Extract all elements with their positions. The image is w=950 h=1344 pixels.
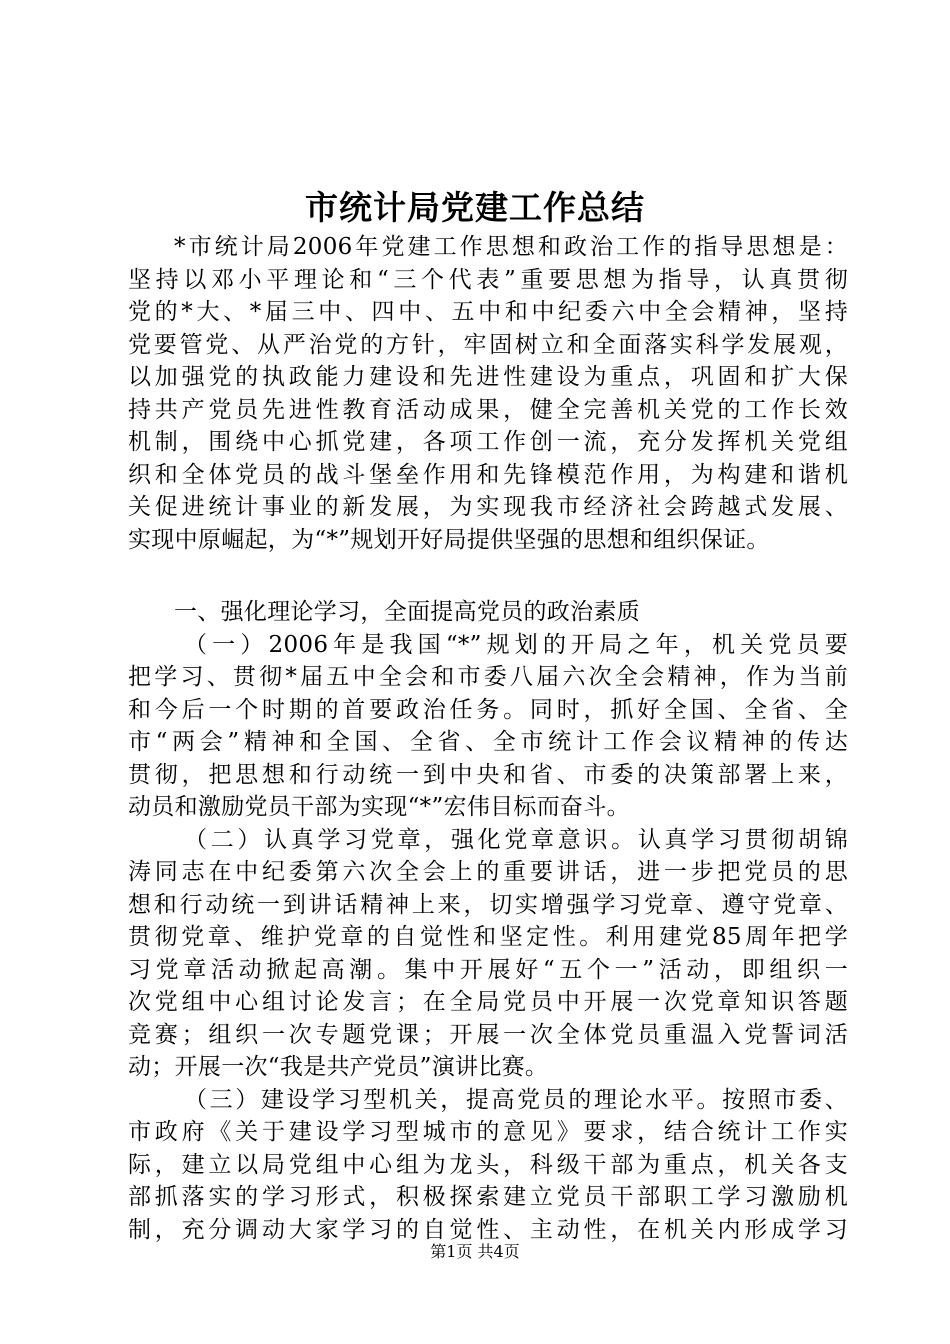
paragraph-gap <box>128 556 848 596</box>
text-line: 想和行动统一到讲话精神上来，切实增强学习党章、遵守党章、 <box>128 891 848 918</box>
text-line: 贯彻，把思想和行动统一到中央和省、市委的决策部署上来， <box>128 761 848 788</box>
section-heading: 一、强化理论学习，全面提高党员的政治素质 <box>174 599 640 625</box>
text-line: 持共产党员先进性教育活动成果，健全完善机关党的工作长效 <box>128 396 848 423</box>
text-line: 以加强党的执政能力建设和先进性建设为重点，巩固和扩大保 <box>128 364 848 390</box>
text-line: 贯彻党章、维护党章的自觉性和坚定性。利用建党85周年把学 <box>128 924 848 950</box>
text-line: 机制，围绕中心抓党建，各项工作创一流，充分发挥机关党组 <box>128 429 848 455</box>
text-line: 习党章活动掀起高潮。集中开展好“五个一”活动，即组织一 <box>128 956 848 983</box>
text-line: 和今后一个时期的首要政治任务。同时，抓好全国、全省、全 <box>128 696 848 723</box>
text-line: （二）认真学习党章，强化党章意识。认真学习贯彻胡锦 <box>184 826 848 853</box>
text-line: 关促进统计事业的新发展，为实现我市经济社会跨越式发展、 <box>128 494 848 520</box>
document-title: 市统计局党建工作总结 <box>305 188 645 227</box>
text-line: 实现中原崛起，为“*”规划开好局提供坚强的思想和组织保证。 <box>128 526 770 553</box>
page-footer: 第1页 共4页 <box>430 1242 520 1261</box>
text-line: 部抓落实的学习形式，积极探索建立党员干部职工学习激励机 <box>128 1184 848 1210</box>
text-line: （三）建设学习型机关，提高党员的理论水平。按照市委、 <box>184 1086 848 1113</box>
text-line: （一）2006年是我国“*”规划的开局之年，机关党员要 <box>184 631 848 658</box>
text-line: 涛同志在中纪委第六次全会上的重要讲话，进一步把党员的思 <box>128 859 848 885</box>
text-line: 次党组中心组讨论发言；在全局党员中开展一次党章知识答题 <box>128 989 848 1015</box>
text-line: 坚持以邓小平理论和“三个代表”重要思想为指导，认真贯彻 <box>128 266 848 293</box>
text-line: 动；开展一次“我是共产党员”演讲比赛。 <box>128 1054 549 1080</box>
text-line: 制，充分调动大家学习的自觉性、主动性，在机关内形成学习 <box>128 1216 848 1243</box>
text-line: 党要管党、从严治党的方针，牢固树立和全面落实科学发展观， <box>128 331 848 358</box>
text-line: 际，建立以局党组中心组为龙头，科级干部为重点，机关各支 <box>128 1151 848 1178</box>
text-line: 市“两会”精神和全国、全省、全市统计工作会议精神的传达 <box>128 729 848 755</box>
text-line: 市政府《关于建设学习型城市的意见》要求，结合统计工作实 <box>128 1119 848 1145</box>
document-body <box>128 231 848 1246</box>
text-line: 动员和激励党员干部为实现“*”宏伟目标而奋斗。 <box>128 794 630 820</box>
text-line: 把学习、贯彻*届五中全会和市委八届六次全会精神，作为当前 <box>128 664 848 690</box>
text-line: 党的*大、*届三中、四中、五中和中纪委六中全会精神，坚持 <box>128 299 848 325</box>
text-line: 竞赛；组织一次专题党课；开展一次全体党员重温入党誓词活 <box>128 1021 848 1048</box>
text-line: *市统计局2006年党建工作思想和政治工作的指导思想是： <box>174 234 848 260</box>
text-line: 织和全体党员的战斗堡垒作用和先锋模范作用，为构建和谐机 <box>128 461 848 488</box>
